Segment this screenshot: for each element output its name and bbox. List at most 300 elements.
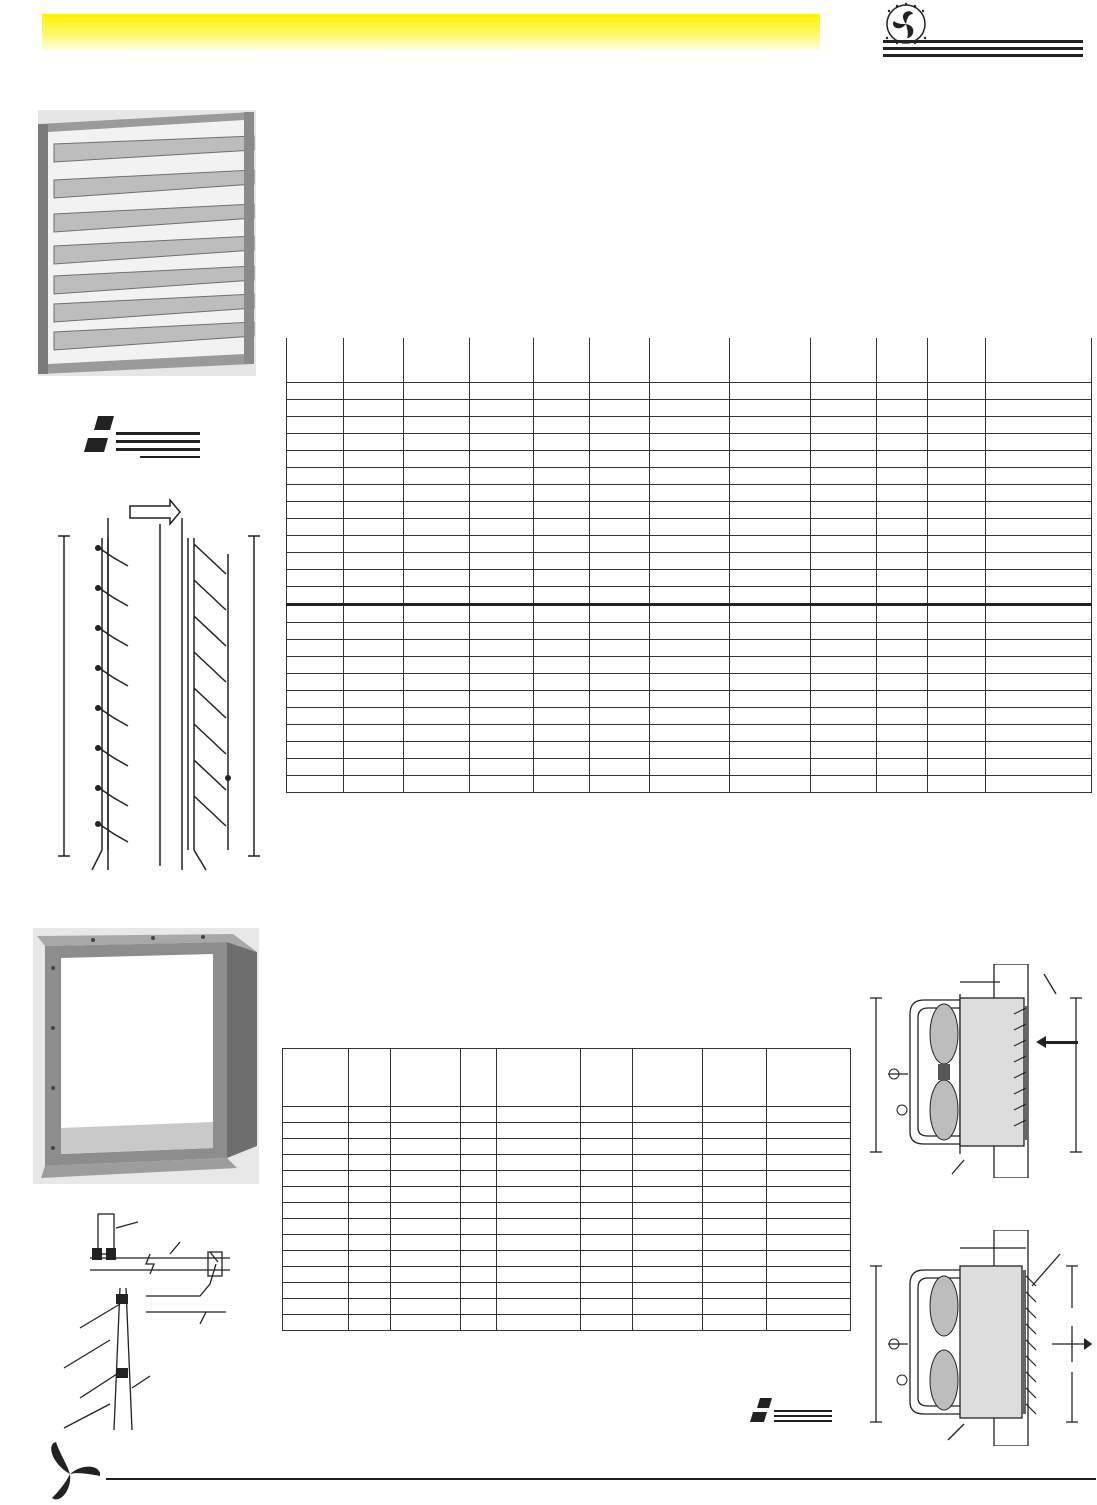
table-cell <box>344 400 404 417</box>
table-cell <box>730 434 811 451</box>
table-cell <box>811 434 877 451</box>
table-cell <box>590 725 650 742</box>
table-cell <box>581 1171 633 1187</box>
table-cell <box>391 1283 461 1299</box>
table-cell <box>404 383 470 400</box>
table-cell <box>344 587 404 605</box>
table-cell <box>391 1155 461 1171</box>
table-cell <box>497 1235 581 1251</box>
table-cell <box>404 640 470 657</box>
table-cell <box>344 451 404 468</box>
table-cell <box>349 1155 391 1171</box>
table-cell <box>650 640 730 657</box>
table-cell <box>534 640 590 657</box>
table-cell <box>349 1187 391 1203</box>
table-cell <box>581 1203 633 1219</box>
table-cell <box>877 587 928 605</box>
table-row <box>283 1315 851 1331</box>
table-cell <box>349 1219 391 1235</box>
table-cell <box>928 417 986 434</box>
table-cell <box>581 1107 633 1123</box>
table-cell <box>283 1171 349 1187</box>
table-cell <box>928 640 986 657</box>
table-cell <box>811 468 877 485</box>
table-cell <box>811 623 877 640</box>
table-cell <box>470 485 534 502</box>
table-cell <box>730 451 811 468</box>
table-row <box>287 623 1092 640</box>
table-cell <box>877 536 928 553</box>
table-cell <box>470 553 534 570</box>
table-row <box>287 674 1092 691</box>
table-header-row <box>283 1049 851 1107</box>
fan-with-exhaust-shutter-diagram <box>864 1230 1094 1446</box>
table-cell <box>928 605 986 623</box>
table-cell <box>767 1315 851 1331</box>
table-cell <box>928 519 986 536</box>
table-cell <box>650 708 730 725</box>
table-cell <box>497 1187 581 1203</box>
table-cell <box>877 623 928 640</box>
table-cell <box>461 1123 497 1139</box>
table-cell <box>461 1315 497 1331</box>
table-cell <box>404 776 470 793</box>
table-cell <box>633 1283 703 1299</box>
table-cell <box>283 1267 349 1283</box>
table-cell <box>877 434 928 451</box>
table-cell <box>349 1171 391 1187</box>
table-cell <box>581 1283 633 1299</box>
table-cell <box>391 1123 461 1139</box>
table-cell <box>928 434 986 451</box>
table-cell <box>811 657 877 674</box>
table-cell <box>703 1219 767 1235</box>
table-cell <box>730 623 811 640</box>
table-cell <box>703 1155 767 1171</box>
table-cell <box>461 1171 497 1187</box>
table-cell <box>928 468 986 485</box>
table-cell <box>344 776 404 793</box>
table-cell <box>928 502 986 519</box>
table-cell <box>404 519 470 536</box>
table-cell <box>470 708 534 725</box>
table-cell <box>287 657 344 674</box>
damper-spec-table <box>282 1048 851 1331</box>
table-row <box>287 640 1092 657</box>
table-cell <box>470 623 534 640</box>
table-cell <box>534 468 590 485</box>
table-cell <box>877 519 928 536</box>
table-cell <box>349 1203 391 1219</box>
table-cell <box>877 759 928 776</box>
table-cell <box>703 1299 767 1315</box>
table-cell <box>633 1171 703 1187</box>
table-cell <box>287 519 344 536</box>
table-cell <box>461 1267 497 1283</box>
table-cell <box>404 451 470 468</box>
table-cell <box>650 536 730 553</box>
table-cell <box>590 400 650 417</box>
table-cell <box>283 1155 349 1171</box>
table-cell <box>730 640 811 657</box>
table-cell <box>633 1203 703 1219</box>
table-cell <box>497 1315 581 1331</box>
table-cell <box>590 640 650 657</box>
header-cell <box>633 1049 703 1107</box>
table-cell <box>633 1123 703 1139</box>
table-cell <box>581 1235 633 1251</box>
table-cell <box>470 468 534 485</box>
title-banner <box>42 14 820 50</box>
table-cell <box>730 742 811 759</box>
table-cell <box>404 605 470 623</box>
table-cell <box>650 605 730 623</box>
table-cell <box>877 776 928 793</box>
table-cell <box>590 519 650 536</box>
table-cell <box>928 536 986 553</box>
table-cell <box>986 623 1092 640</box>
table-cell <box>986 434 1092 451</box>
header-cell <box>404 338 470 383</box>
table-cell <box>497 1155 581 1171</box>
table-cell <box>928 691 986 708</box>
table-cell <box>344 725 404 742</box>
table-cell <box>404 502 470 519</box>
table-cell <box>461 1155 497 1171</box>
table-cell <box>811 776 877 793</box>
table-cell <box>470 400 534 417</box>
table-cell <box>877 570 928 587</box>
header-cell <box>590 338 650 383</box>
table-cell <box>730 725 811 742</box>
table-cell <box>287 485 344 502</box>
table-cell <box>470 759 534 776</box>
table-cell <box>534 605 590 623</box>
table-cell <box>283 1139 349 1155</box>
table-cell <box>986 383 1092 400</box>
table-cell <box>877 553 928 570</box>
table-cell <box>287 674 344 691</box>
table-cell <box>986 776 1092 793</box>
table-cell <box>877 451 928 468</box>
table-cell <box>811 725 877 742</box>
table-cell <box>877 485 928 502</box>
table-cell <box>590 570 650 587</box>
table-cell <box>633 1155 703 1171</box>
table-cell <box>581 1251 633 1267</box>
table-cell <box>730 691 811 708</box>
table-cell <box>470 776 534 793</box>
table-row <box>287 502 1092 519</box>
table-cell <box>633 1139 703 1155</box>
table-header-row <box>287 338 1092 383</box>
header-cell <box>650 338 730 383</box>
table-cell <box>497 1203 581 1219</box>
table-cell <box>404 657 470 674</box>
table-cell <box>404 434 470 451</box>
table-cell <box>986 708 1092 725</box>
table-cell <box>497 1251 581 1267</box>
table-cell <box>590 605 650 623</box>
sleeve-damper-photo <box>33 928 259 1184</box>
table-cell <box>349 1315 391 1331</box>
table-cell <box>344 640 404 657</box>
table-cell <box>287 742 344 759</box>
table-cell <box>534 759 590 776</box>
table-cell <box>767 1203 851 1219</box>
table-cell <box>703 1283 767 1299</box>
table-cell <box>730 657 811 674</box>
table-cell <box>877 502 928 519</box>
table-cell <box>470 570 534 587</box>
table-cell <box>633 1219 703 1235</box>
table-cell <box>590 434 650 451</box>
table-cell <box>283 1123 349 1139</box>
table-cell <box>650 674 730 691</box>
table-cell <box>404 725 470 742</box>
table-cell <box>404 400 470 417</box>
table-cell <box>287 708 344 725</box>
table-cell <box>811 708 877 725</box>
table-cell <box>767 1283 851 1299</box>
table-cell <box>928 708 986 725</box>
table-cell <box>650 759 730 776</box>
shutter-mounting-detail-diagram <box>50 1208 250 1430</box>
table-cell <box>730 605 811 623</box>
table-cell <box>581 1139 633 1155</box>
table-cell <box>344 417 404 434</box>
table-cell <box>928 742 986 759</box>
table-row <box>283 1219 851 1235</box>
table-cell <box>470 587 534 605</box>
gravity-shutter-section-diagram <box>36 494 276 886</box>
table-cell <box>461 1283 497 1299</box>
table-cell <box>928 451 986 468</box>
table-cell <box>534 725 590 742</box>
table-cell <box>767 1107 851 1123</box>
table-cell <box>534 570 590 587</box>
table-cell <box>650 776 730 793</box>
table-cell <box>811 417 877 434</box>
table-cell <box>811 536 877 553</box>
table-cell <box>581 1123 633 1139</box>
table-cell <box>877 691 928 708</box>
table-cell <box>986 657 1092 674</box>
table-cell <box>287 776 344 793</box>
table-cell <box>470 674 534 691</box>
table-cell <box>986 587 1092 605</box>
table-cell <box>877 417 928 434</box>
shutter-spec-table <box>286 338 1092 793</box>
table-cell <box>590 759 650 776</box>
table-cell <box>497 1267 581 1283</box>
table-cell <box>650 725 730 742</box>
header-cell <box>811 338 877 383</box>
table-cell <box>287 434 344 451</box>
table-row <box>287 519 1092 536</box>
table-cell <box>811 570 877 587</box>
table-cell <box>590 657 650 674</box>
table-cell <box>404 553 470 570</box>
table-cell <box>650 519 730 536</box>
table-cell <box>349 1139 391 1155</box>
table-cell <box>877 400 928 417</box>
table-cell <box>811 553 877 570</box>
table-cell <box>391 1251 461 1267</box>
table-cell <box>534 674 590 691</box>
table-cell <box>633 1187 703 1203</box>
table-cell <box>344 742 404 759</box>
header-cell <box>344 338 404 383</box>
header-cell <box>928 338 986 383</box>
table-cell <box>877 468 928 485</box>
table-cell <box>287 623 344 640</box>
table-cell <box>391 1139 461 1155</box>
table-cell <box>650 657 730 674</box>
table-cell <box>287 691 344 708</box>
table-cell <box>877 640 928 657</box>
table-cell <box>344 674 404 691</box>
table-row <box>287 553 1092 570</box>
table-cell <box>877 674 928 691</box>
table-cell <box>986 759 1092 776</box>
table-cell <box>928 674 986 691</box>
table-cell <box>344 691 404 708</box>
table-cell <box>928 725 986 742</box>
table-cell <box>928 553 986 570</box>
table-cell <box>703 1107 767 1123</box>
table-cell <box>534 400 590 417</box>
table-row <box>283 1155 851 1171</box>
table-cell <box>590 417 650 434</box>
table-row <box>283 1283 851 1299</box>
table-cell <box>470 451 534 468</box>
table-row <box>283 1171 851 1187</box>
table-cell <box>344 657 404 674</box>
table-cell <box>986 691 1092 708</box>
table-cell <box>391 1171 461 1187</box>
table-cell <box>730 400 811 417</box>
table-cell <box>581 1315 633 1331</box>
table-cell <box>590 691 650 708</box>
table-cell <box>534 485 590 502</box>
table-cell <box>811 485 877 502</box>
table-cell <box>391 1267 461 1283</box>
table-cell <box>703 1235 767 1251</box>
table-row <box>283 1267 851 1283</box>
table-row <box>287 605 1092 623</box>
table-cell <box>461 1251 497 1267</box>
table-cell <box>287 383 344 400</box>
table-cell <box>404 742 470 759</box>
table-row <box>287 742 1092 759</box>
table-cell <box>986 468 1092 485</box>
table-cell <box>349 1251 391 1267</box>
table-cell <box>767 1219 851 1235</box>
table-cell <box>470 725 534 742</box>
table-cell <box>461 1203 497 1219</box>
header-cell <box>581 1049 633 1107</box>
table-cell <box>811 674 877 691</box>
table-cell <box>928 587 986 605</box>
table-cell <box>497 1283 581 1299</box>
table-cell <box>534 623 590 640</box>
header-cell <box>461 1049 497 1107</box>
table-cell <box>928 383 986 400</box>
table-cell <box>581 1219 633 1235</box>
table-cell <box>590 536 650 553</box>
table-row <box>287 725 1092 742</box>
table-cell <box>590 553 650 570</box>
table-cell <box>404 468 470 485</box>
table-row <box>287 451 1092 468</box>
table-cell <box>461 1107 497 1123</box>
table-cell <box>650 553 730 570</box>
table-row <box>287 434 1092 451</box>
table-cell <box>287 725 344 742</box>
header-cell <box>287 338 344 383</box>
table-cell <box>344 502 404 519</box>
table-row <box>287 485 1092 502</box>
table-row <box>287 587 1092 605</box>
table-cell <box>497 1171 581 1187</box>
table-cell <box>344 468 404 485</box>
table-cell <box>730 519 811 536</box>
table-cell <box>811 451 877 468</box>
table-cell <box>391 1187 461 1203</box>
table-cell <box>986 605 1092 623</box>
table-row <box>287 570 1092 587</box>
airmaster-small-mark-icon <box>748 1396 834 1428</box>
table-cell <box>470 434 534 451</box>
table-cell <box>404 759 470 776</box>
table-cell <box>461 1139 497 1155</box>
table-cell <box>534 587 590 605</box>
table-cell <box>986 451 1092 468</box>
table-cell <box>470 536 534 553</box>
table-cell <box>811 383 877 400</box>
table-cell <box>404 570 470 587</box>
louvered-wall-shutter-photo <box>38 110 256 376</box>
table-cell <box>986 400 1092 417</box>
table-cell <box>877 742 928 759</box>
table-row <box>283 1235 851 1251</box>
table-row <box>287 417 1092 434</box>
table-cell <box>391 1203 461 1219</box>
table-cell <box>287 400 344 417</box>
table-cell <box>986 725 1092 742</box>
table-cell <box>877 605 928 623</box>
table-cell <box>633 1235 703 1251</box>
table-cell <box>470 383 534 400</box>
table-cell <box>287 759 344 776</box>
table-cell <box>767 1139 851 1155</box>
table-cell <box>986 674 1092 691</box>
table-cell <box>767 1123 851 1139</box>
table-cell <box>703 1187 767 1203</box>
table-cell <box>344 485 404 502</box>
table-cell <box>877 708 928 725</box>
table-cell <box>811 640 877 657</box>
table-cell <box>287 640 344 657</box>
table-cell <box>534 519 590 536</box>
table-cell <box>283 1235 349 1251</box>
table-cell <box>986 553 1092 570</box>
table-cell <box>404 691 470 708</box>
table-cell <box>767 1171 851 1187</box>
table-cell <box>703 1267 767 1283</box>
table-cell <box>703 1171 767 1187</box>
